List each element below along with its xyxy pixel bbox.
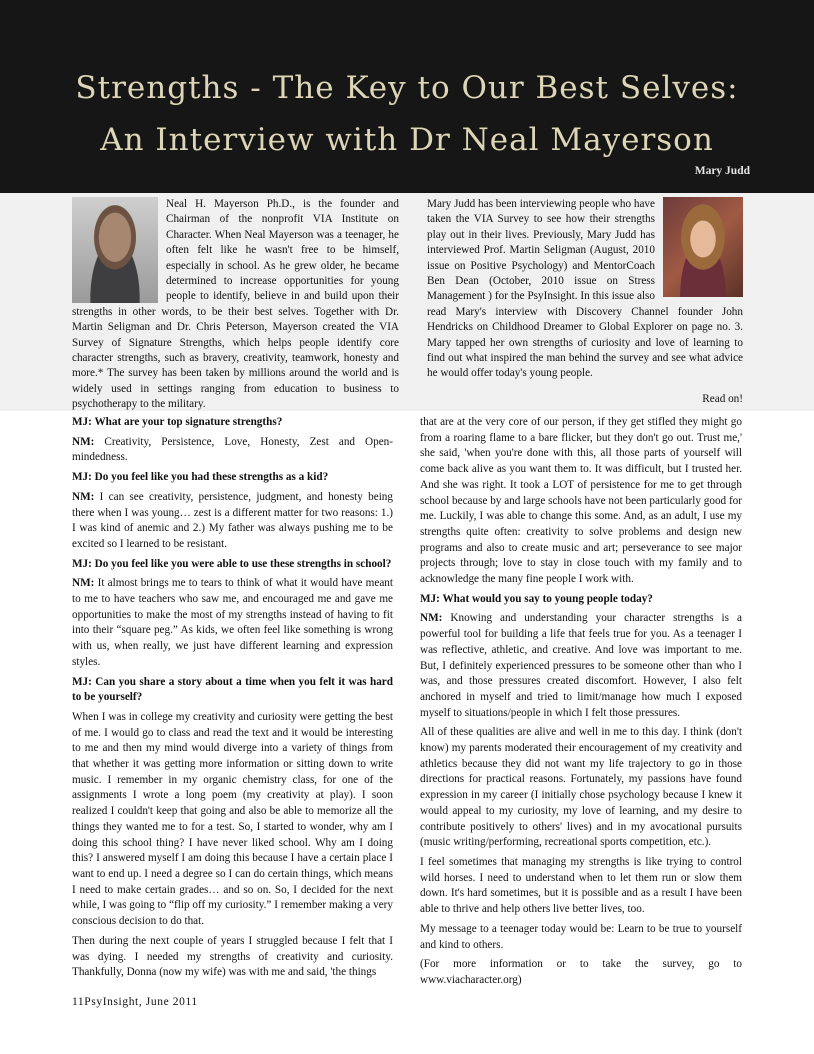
- interview-question: MJ: Do you feel like you were able to use these strengths in school?: [72, 557, 392, 570]
- answer-text: Creativity, Persistence, Love, Honesty, Zest and Open-mindedness.: [72, 435, 393, 464]
- read-on-label: Read on!: [702, 392, 743, 405]
- mary-judd-photo: [663, 197, 743, 297]
- speaker-label: NM:: [72, 577, 95, 590]
- header-banner: [0, 0, 814, 193]
- interview-answer: [72, 576, 393, 670]
- interview-body: [0, 411, 814, 1054]
- answer-text: I can see creativity, persistence, judgment, and honesty being there when I was young… zest is a different matter for two reasons: 1.) I was kind of anemic and 2.) My father was always pushing me to be excited so I learned to be resistant.: [72, 490, 393, 550]
- interview-paragraph: that are at the very core of our person, if they get stifled they might go from a roaring flame to a bare flicker, but they don't go out. Trust me,' she said, 'when you're done with this, all those parts of yourself will come back alive as you want them to. It was difficult, but I trusted her. And she was right. It took a LOT of persistence for me to get through school because by and large schools have not been particularly good for me. Luckily, I was able to change this some. And, as an adult, I use my strengths quite often: creativity to solve problems and design new programs and also to create music and art; perseverance to see major projects through; love to stay in close touch with my family and to acknowledge the many fine people I work with.: [420, 416, 742, 586]
- interview-left-column: [72, 415, 393, 985]
- interview-answer: [72, 435, 393, 466]
- interview-paragraph: (For more information or to take the survey, go to www.viacharacter.org): [420, 958, 742, 986]
- interview-right-column: [420, 415, 742, 993]
- interview-paragraph: Then during the next couple of years I struggled because I felt that I was dying. I needed my strengths of creativity and curiosity. Thankfully, Donna (now my wife) was with me and said, 'the things: [72, 934, 393, 979]
- article-title-line-1: Strengths - The Key to Our Best Selves:: [75, 70, 739, 106]
- article-title-line-2: An Interview with Dr Neal Mayerson: [100, 122, 714, 158]
- interview-question: MJ: What are your top signature strengths?: [72, 416, 283, 428]
- interview-paragraph: I feel sometimes that managing my strengths is like trying to control wild horses. I need to understand when to let them run or slow them down. It's hard sometimes, but it is possible and as a result I have been able to thrive and help others live better lives, too.: [420, 855, 742, 916]
- page-footer: 11PsyInsight, June 2011: [72, 996, 198, 1008]
- interview-question: MJ: Do you feel like you had these strengths as a kid?: [72, 471, 329, 484]
- interview-question: MJ: What would you say to young people today?: [420, 592, 653, 605]
- intro-left-column: [72, 197, 399, 413]
- interview-answer: [72, 490, 393, 553]
- speaker-label: NM:: [420, 612, 443, 625]
- intro-left-text: Neal H. Mayerson Ph.D., is the founder and Chairman of the nonprofit VIA Institute on Character. When Neal Mayerson was a teenager, he often felt like he wasn't free to be himself, especially in school. As he grew older, he became determined to increase opportunities for young people to identify, believe in and build upon their strengths in other words, to be their best selves. Together with Dr. Martin Seligman and Dr. Chris Peterson, Mayerson created the VIA Survey of Signature Strengths, which helps people identify core character strengths, such as bravery, creativity, teamwork, honesty and more.* The survey has been taken by millions around the world and is widely used in settings ranging from education to business to psychotherapy to the military.: [72, 198, 399, 411]
- interview-paragraph: All of these qualities are alive and well in me to this day. I think (don't know) my parents moderated their encouragement of my creativity and athletics because they did not want my life trajectory to go in those directions for practical reasons. Fortunately, my passions have found expression in my career (I initially chose psychology because I knew it would appeal to my curiosity, my love of learning, and my desire to contribute positively to others' lives) and in my avocational pursuits (music writing/performing, recreational sports competition, etc.).: [420, 726, 742, 849]
- interview-paragraph: When I was in college my creativity and curiosity were getting the best of me. I would go to class and read the text and it would be interesting to me and then my mind would diverge into a variety of things from that whether it was getting more information or sitting down to write music. I remember in my organic chemistry class, for one of the assignments I wrote a long poem (my creativity at play). I soon realized I couldn't keep that going and also be able to memorize all the things they wanted me to for a test. So, I started to wonder, why am I doing this school thing? I have never liked school. Why am I doing this? I answered myself I am doing this because I have a certain place I want to end up. I need a degree so I can do certain things, which means I need to make certain grades… and so on. So, I decided for the next while, I was going to “flip off my curiosity.” I remember making a very conscious decision to do that.: [72, 710, 393, 928]
- interview-paragraph: My message to a teenager today would be: Learn to be true to yourself and kind to others.: [420, 922, 742, 951]
- intro-section: [0, 193, 814, 411]
- speaker-label: NM:: [72, 435, 95, 448]
- speaker-label: NM:: [72, 490, 95, 503]
- intro-right-text: Mary Judd has been interviewing people who have taken the VIA Survey to see how their strengths play out in their lives. Previously, Mary Judd has interviewed Prof. Martin Seligman (August, 2010 issue on Positive Psychology) and MentorCoach Ben Dean (October, 2010 issue on Stress Management ) for the PsyInsight. In this issue also read Mary's interview with Discovery Channel founder John Hendricks on Childhood Dreamer to Global Explorer on page no. 3. Mary tapped her own strengths of curiosity and love of learning to find out what inspired the man behind the survey and see what advice he would offer today's young people.: [427, 198, 743, 380]
- neal-mayerson-photo: [72, 197, 158, 303]
- interview-answer: [420, 611, 742, 721]
- intro-right-column: [427, 197, 743, 407]
- answer-text: Knowing and understanding your character strengths is a powerful tool for building a life that feels true for you. As a teenager I was reflective, athletic, and creative. And love was important to me. But, I definitely experienced pressures to be someone other than who I was, and those pressures created discomfort. However, I also felt anchored in myself and tried to limit/manage how much I exposed myself to situations/people in which I felt those pressures.: [420, 612, 742, 719]
- answer-text: It almost brings me to tears to think of what it would have meant to me to have teachers who saw me, and encouraged me and gave me opportunities to make the most of my strengths instead of having to fit into their “square peg.” As kids, we often feel like something is wrong with us, when really, we just have different learning and expression styles.: [72, 577, 393, 668]
- interview-question: MJ: Can you share a story about a time when you felt it was hard to be yourself?: [72, 675, 393, 704]
- author-byline: Mary Judd: [694, 165, 750, 177]
